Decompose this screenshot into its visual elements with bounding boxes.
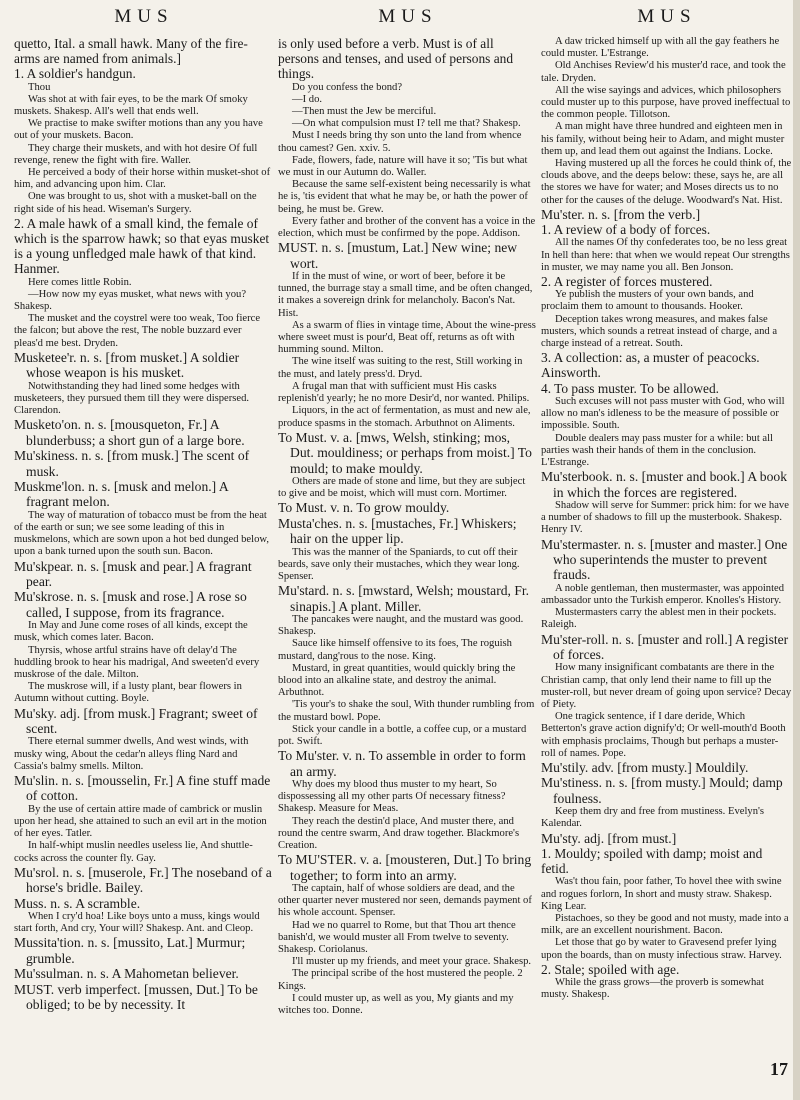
- entry-quotation: Thou: [28, 81, 51, 93]
- entry-quotation: In half-whipt muslin needles useless lie, And shuttle-cocks across the counter fly. Gay.: [14, 840, 253, 864]
- entry-headword: Mussita'tion. n. s. [mussito, Lat.] Murmur; grumble.: [14, 935, 246, 966]
- entry-headword: Mu'stard. n. s. [mwstard, Welsh; moustard, Fr. sinapis.] A plant. Miller.: [278, 583, 530, 614]
- entry-quotation: They reach the destin'd place, And muster there, and round the centre swarm, And draw together. Blackmore's Creation.: [278, 815, 520, 852]
- entry-quotation: All the names Of thy confederates too, be no less great In hell than here: that when we would repeat Our strengths in muster, we may name you all. Ben Jonson.: [541, 237, 790, 273]
- entry-quotation: The principal scribe of the host mustered the people. 2 Kings.: [278, 968, 523, 992]
- entry-headword: Musketee'r. n. s. [from musket.] A soldier whose weapon is his musket.: [14, 349, 240, 381]
- running-head-center: MUS: [378, 6, 438, 27]
- entry-quotation: —How now my eyas musket, what news with you? Shakesp.: [14, 288, 247, 313]
- entry-headword: Muss. n. s. A scramble.: [14, 895, 141, 911]
- entry-definition: 2. A register of forces mustered.: [541, 274, 713, 290]
- entry-headword: Mu'slin. n. s. [mousselin, Fr.] A fine stuff made of cotton.: [14, 773, 271, 804]
- entry-quotation: —On what compulsion must I? tell me that? Shakesp.: [292, 118, 521, 130]
- entry-quotation: The musket and the coystrel were too weak, Too fierce the falcon; but above the rest, The noble buzzard ever pleas'd me best. Dryden.: [14, 313, 261, 349]
- entry-headword: Mu'stily. adv. [from musty.] Mouldily.: [541, 760, 749, 775]
- entry-quotation: Liquors, in the act of fermentation, as must and new ale, produce spasms in the stomach. Arbuthnot on Aliments.: [278, 405, 531, 429]
- entry-headword: MUST. verb imperfect. [mussen, Dut.] To be obliged; to be by necessity. It: [14, 981, 258, 1013]
- entry-definition: 4. To pass muster. To be allowed.: [541, 380, 720, 396]
- entry-headword: Mu'ssulman. n. s. A Mahometan believer.: [14, 966, 239, 982]
- entry-quotation: Every father and brother of the convent has a voice in the election, which must be confirmed by the pope. Addison.: [278, 215, 536, 240]
- entry-quotation: Pistachoes, so they be good and not musty, made into a milk, are an excellent nourishment. Bacon.: [541, 913, 789, 937]
- entry-quotation: The pancakes were naught, and the mustard was good. Shakesp.: [278, 613, 524, 638]
- entry-headword: Mu'ster-roll. n. s. [muster and roll.] A register of forces.: [541, 631, 789, 662]
- entry-quotation: A noble gentleman, then mustermaster, was appointed ambassador unto the Turkish emperor. Knolles's History.: [541, 582, 785, 606]
- entry-headword: Mu'srol. n. s. [muserole, Fr.] The noseband of a horse's bridle. Bailey.: [14, 864, 272, 896]
- entry-quotation: The wine itself was suiting to the rest, Still working in the must, and lately press'd. Dryd.: [278, 356, 523, 380]
- entry-quotation: Here comes little Robin.: [28, 276, 132, 288]
- entry-quotation: Why does my blood thus muster to my heart, So dispossessing all my other parts Of necessary fitness? Shakesp. Measure for Meas.: [278, 779, 506, 815]
- entry-quotation: Stick your candle in a bottle, a coffee cup, or a mustard pot. Swift.: [278, 723, 527, 747]
- entry-definition: is only used before a verb. Must is of all persons and tenses, and used of persons and things.: [278, 36, 514, 82]
- entry-quotation: Was't thou fain, poor father, To hovel thee with swine and rogues forlorn, In short and musty straw. Shakesp. King Lear.: [541, 876, 782, 912]
- entry-headword: Musta'ches. n. s. [mustaches, Fr.] Whiskers; hair on the upper lip.: [278, 515, 517, 547]
- page-edge: [793, 0, 800, 1100]
- entry-quotation: I could muster up, as well as you, My giants and my witches too. Donne.: [278, 992, 514, 1017]
- entry-quotation: Was shot at with fair eyes, to be the mark Of smoky muskets. Shakesp. All's well that ends well.: [14, 93, 248, 118]
- entry-quotation: Keep them dry and free from mustiness. Evelyn's Kalendar.: [541, 806, 765, 830]
- entry-quotation: 'Tis your's to shake the soul, With thunder rumbling from the mustard bowl. Pope.: [278, 699, 535, 723]
- entry-quotation: All the wise sayings and advices, which philosophers could muster up to this purpose, have proved ineffectual to the common people. Tillotson.: [541, 84, 791, 121]
- entry-quotation: Double dealers may pass muster for a while: but all parties wash their hands of them in the conclusion. L'Estrange.: [541, 432, 773, 468]
- entry-quotation: Had we no quarrel to Rome, but that Thou art thence banish'd, we would muster all From twelve to seventy. Shakesp. Coriolanus.: [278, 919, 516, 956]
- entry-quotation: He perceived a body of their horse within musket-shot of him, and advancing upon him. Clar.: [14, 167, 271, 191]
- entry-quotation: We practise to make swifter motions than any you have out of your muskets. Bacon.: [14, 118, 263, 142]
- entry-headword: To Mu'ster. v. n. To assemble in order to form an army.: [278, 748, 526, 779]
- entry-headword: Mu'skpear. n. s. [musk and pear.] A fragrant pear.: [14, 558, 252, 589]
- entry-quotation: Shadow will serve for Summer: prick him: for we have a number of shadows to fill up the musterbook. Shakesp. Henry IV.: [541, 499, 789, 536]
- entry-headword: Muskme'lon. n. s. [musk and melon.] A fragrant melon.: [14, 478, 228, 510]
- running-head-right: MUS: [637, 6, 697, 27]
- entry-quotation: When I cry'd hoa! Like boys unto a muss, kings would start forth, And cry, Your will? Shakesp. Ant. and Cleop.: [14, 911, 260, 935]
- entry-definition: 1. A review of a body of forces.: [541, 222, 711, 238]
- entry-quotation: If in the must of wine, or wort of beer, before it be tunned, the burrage stay a small time, and be often changed, it makes a sovereign drink for melancholy. Bacon's Nat. Hist.: [278, 271, 533, 319]
- entry-headword: Mu'ster. n. s. [from the verb.]: [541, 206, 701, 222]
- entry-headword: Mu'sky. adj. [from musk.] Fragrant; sweet of scent.: [14, 705, 258, 736]
- column-right: [541, 36, 793, 1086]
- entry-headword: Mu'stiness. n. s. [from musty.] Mould; damp foulness.: [541, 775, 783, 806]
- entry-quotation: The way of maturation of tobacco must be from the heat of the earth or sun; we see some leading of this in muskmelons, which are sown upon a hot bed dunged below, upon a bank turned upon the south sun. Bacon.: [14, 509, 269, 558]
- entry-quotation: Deception takes wrong measures, and makes false musters, which sounds a retreat instead of charge, and a charge instead of a retreat. South.: [541, 313, 778, 350]
- entry-headword: Musketo'on. n. s. [mousqueton, Fr.] A blunderbuss; a short gun of a large bore.: [14, 417, 245, 448]
- entry-quotation: A man might have three hundred and eighteen men in his family, without being heir to Adam, and might muster them up, and lead them out against the Indians. Locke.: [541, 121, 785, 157]
- entry-quotation: While the grass grows—the proverb is somewhat musty. Shakesp.: [541, 977, 764, 1001]
- entry-quotation: Mustermasters carry the ablest men in their pockets. Raleigh.: [541, 607, 777, 631]
- entry-headword: Mu'stermaster. n. s. [muster and master.] One who superintends the muster to prevent frauds.: [541, 536, 788, 583]
- entry-quotation: They charge their muskets, and with hot desire Of full revenge, renew the fight with fire. Waller.: [14, 142, 258, 166]
- column-middle: [278, 36, 536, 1086]
- entry-headword: Mu'sterbook. n. s. [muster and book.] A book in which the forces are registered.: [541, 469, 787, 500]
- page-number: 17: [770, 1059, 788, 1079]
- entry-quotation: In May and June come roses of all kinds, except the musk, which comes later. Bacon.: [14, 620, 248, 644]
- entry-quotation: Thyrsis, whose artful strains have oft delay'd The huddling brook to hear his madrigal, And sweeten'd every muskrose of the dale. Milton.: [14, 644, 260, 680]
- entry-quotation: Having mustered up all the forces he could think of, the clouds above, and the deeps below: these, says he, are all the stores we have for water; and Moses directs us to no other for the causes of the deluge. Woodward's Nat. Hist.: [541, 158, 792, 206]
- entry-headword: To Must. v. a. [mws, Welsh, stinking; mos, Dut. mouldiness; or perhaps from moist.] To mould; to make mouldy.: [278, 429, 532, 476]
- entry-quotation: Must I needs bring thy son unto the land from whence thou camest? Gen. xxiv. 5.: [278, 130, 522, 154]
- entry-quotation: How many insignificant combatants are there in the Christian camp, that only lend their name to fill up the muster-roll, but never dream of going upon service? Decay of Piety.: [541, 662, 792, 710]
- entry-quotation: A daw tricked himself up with all the gay feathers he could muster. L'Estrange.: [541, 36, 780, 60]
- entry-headword: MUST. n. s. [mustum, Lat.] New wine; new wort.: [278, 240, 518, 271]
- column-left: [14, 36, 272, 1086]
- entry-quotation: —Then must the Jew be merciful.: [292, 106, 437, 118]
- entry-quotation: A frugal man that with sufficient must His casks replenish'd yearly; he no more Desir'd, nor wanted. Philips.: [278, 380, 530, 405]
- entry-quotation: One was brought to us, shot with a musket-ball on the right side of his head. Wiseman's Surgery.: [14, 191, 257, 215]
- entry-definition: 2. Stale; spoiled with age.: [541, 961, 680, 977]
- entry-quotation: Do you confess the bond?: [292, 81, 403, 93]
- entry-quotation: There eternal summer dwells, And west winds, with musky wing, About the cedar'n alleys fling Nard and Cassia's balmy smells. Milton.: [14, 736, 249, 772]
- entry-definition: quetto, Ital. a small hawk. Many of the fire-arms are named from animals.]: [14, 36, 248, 67]
- entry-quotation: Let those that go by water to Gravesend prefer lying upon the boards, than on musty infectious straw. Harvey.: [541, 937, 782, 961]
- entry-quotation: By the use of certain attire made of cambrick or muslin upon her head, she attained to such an evil art in the motion of her eyes. Tatler.: [14, 803, 267, 840]
- entry-quotation: Sauce like himself offensive to its foes, The roguish mustard, dang'rous to the nose. King.: [278, 638, 512, 662]
- entry-headword: To MU'STER. v. a. [mousteren, Dut.] To bring together; to form into an army.: [278, 852, 532, 883]
- entry-definition: 1. Mouldy; spoiled with damp; moist and fetid.: [541, 846, 763, 877]
- entry-quotation: One tragick sentence, if I dare deride, Which Betterton's grave action dignify'd; Or well-mouth'd Booth with emphasis proclaims, Though but perhaps a muster-roll of names. Pope.: [541, 711, 786, 759]
- entry-quotation: Old Anchises Review'd his muster'd race, and took the tale. Dryden.: [541, 60, 786, 84]
- entry-headword: Mu'sty. adj. [from must.]: [541, 830, 677, 846]
- entry-quotation: Such excuses will not pass muster with God, who will allow no man's idleness to be the measure of possible or impossible. South.: [541, 395, 785, 432]
- entry-definition: 1. A soldier's handgun.: [14, 66, 136, 82]
- entry-quotation: Fade, flowers, fade, nature will have it so; 'Tis but what we must in our Autumn do. Waller.: [278, 154, 528, 179]
- entry-quotation: I'll muster up my friends, and meet your grace. Shakesp.: [292, 956, 532, 968]
- entry-quotation: The captain, half of whose soldiers are dead, and the other quarter never mustered nor seen, demands payment of his whole account. Spenser.: [278, 883, 532, 919]
- running-head: [0, 6, 800, 36]
- entry-quotation: Others are made of stone and lime, but they are subject to give and be moist, which will must corn. Mortimer.: [278, 475, 526, 500]
- entry-quotation: Because the same self-existent being necessarily is what he is, 'tis evident that what he may be, or hath the power of being, he must be. Grew.: [278, 179, 531, 215]
- entry-quotation: As a swarm of flies in vintage time, About the wine-press where sweet must is pour'd, Beat off, returns as oft with humming sound. Milton.: [278, 319, 536, 356]
- entry-quotation: The muskrose will, if a lusty plant, bear flowers in Autumn without cutting. Boyle.: [14, 681, 242, 705]
- entry-definition: 3. A collection: as, a muster of peacocks. Ainsworth.: [541, 350, 760, 381]
- entry-headword: Mu'skiness. n. s. [from musk.] The scent of musk.: [14, 448, 250, 479]
- entry-quotation: This was the manner of the Spaniards, to cut off their beards, save only their mustaches, which they wear long. Spenser.: [278, 546, 520, 582]
- entry-headword: To Must. v. n. To grow mouldy.: [278, 500, 450, 516]
- entry-quotation: Ye publish the musters of your own bands, and proclaim them to amount to thousands. Hooker.: [541, 289, 754, 313]
- entry-quotation: Mustard, in great quantities, would quickly bring the blood into an alkaline state, and destroy the animal. Arbuthnot.: [278, 662, 516, 699]
- entry-quotation: Notwithstanding they had lined some hedges with musketeers, they pursued them till they were dispersed. Clarendon.: [14, 380, 250, 417]
- entry-definition: 2. A male hawk of a small kind, the female of which is the sparrow hawk; so that eyas musket is a young unfledged male hawk of that kind. Hanmer.: [14, 215, 270, 277]
- entry-quotation: —I do.: [292, 93, 323, 105]
- entry-headword: Mu'skrose. n. s. [musk and rose.] A rose so called, I suppose, from its fragrance.: [14, 589, 247, 620]
- running-head-left: MUS: [114, 6, 174, 27]
